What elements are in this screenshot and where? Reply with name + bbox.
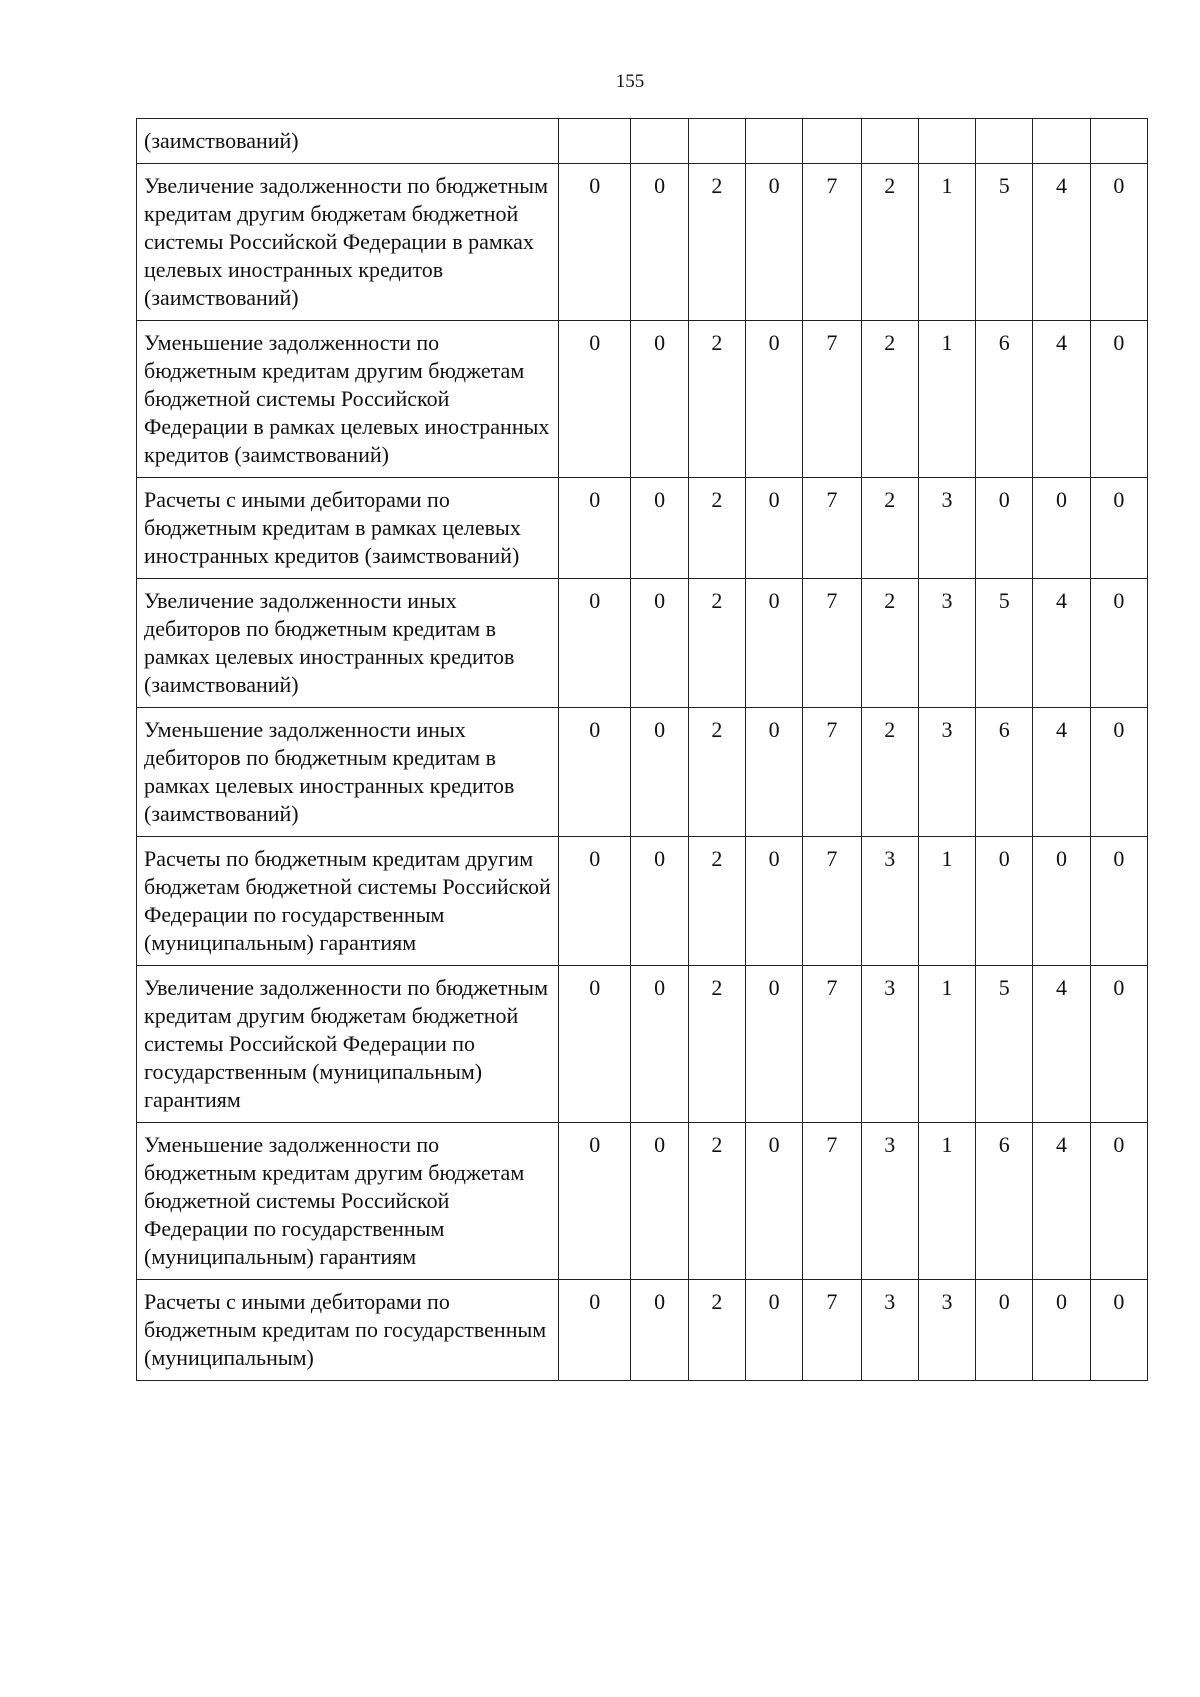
code-digit-cell: 5 xyxy=(976,579,1033,708)
code-digit-cell: 2 xyxy=(688,321,745,478)
code-digit-cell: 1 xyxy=(918,966,975,1123)
table-row xyxy=(137,119,1148,164)
code-digit-cell: 3 xyxy=(918,579,975,708)
code-digit-cell: 0 xyxy=(631,837,688,966)
code-digit-cell: 0 xyxy=(745,1123,802,1280)
code-digit-cell xyxy=(976,119,1033,164)
code-digit-cell: 0 xyxy=(1033,1280,1090,1381)
code-digit-cell: 0 xyxy=(1090,478,1147,579)
code-digit-cell: 2 xyxy=(688,837,745,966)
code-digit-cell: 0 xyxy=(745,164,802,321)
code-digit-cell: 0 xyxy=(631,708,688,837)
code-digit-cell: 0 xyxy=(559,708,631,837)
code-digit-cell: 0 xyxy=(745,966,802,1123)
code-digit-cell: 4 xyxy=(1033,1123,1090,1280)
table-row xyxy=(137,1123,1148,1280)
code-digit-cell: 0 xyxy=(745,478,802,579)
code-digit-cell: 0 xyxy=(976,478,1033,579)
code-digit-cell: 4 xyxy=(1033,966,1090,1123)
code-digit-cell xyxy=(631,119,688,164)
code-digit-cell: 7 xyxy=(803,321,861,478)
row-description: (заимствований) xyxy=(144,128,299,153)
code-digit-cell: 4 xyxy=(1033,708,1090,837)
code-digit-cell: 0 xyxy=(559,837,631,966)
code-digit-cell: 3 xyxy=(918,1280,975,1381)
table-row xyxy=(137,837,1148,966)
code-digit-cell: 2 xyxy=(861,478,918,579)
code-digit-cell: 0 xyxy=(631,966,688,1123)
code-digit-cell: 0 xyxy=(631,478,688,579)
code-digit-cell: 0 xyxy=(1090,1123,1147,1280)
row-description-cell xyxy=(137,1280,559,1381)
row-description: Уменьшение задолженности по бюджетным кредитам другим бюджетам бюджетной системы Российской Федерации по государственным (муниципальным) гарантиям xyxy=(144,1132,525,1269)
code-digit-cell: 0 xyxy=(1033,837,1090,966)
code-digit-cell: 2 xyxy=(688,478,745,579)
code-digit-cell: 1 xyxy=(918,1123,975,1280)
code-digit-cell: 2 xyxy=(688,966,745,1123)
budget-code-table xyxy=(136,118,1148,1381)
code-digit-cell: 0 xyxy=(745,837,802,966)
row-description: Увеличение задолженности иных дебиторов по бюджетным кредитам в рамках целевых иностранных кредитов (заимствований) xyxy=(144,588,515,697)
code-digit-cell: 7 xyxy=(803,837,861,966)
table-row xyxy=(137,164,1148,321)
code-digit-cell: 1 xyxy=(918,837,975,966)
code-digit-cell: 0 xyxy=(1090,1280,1147,1381)
row-description-cell xyxy=(137,1123,559,1280)
code-digit-cell: 3 xyxy=(861,1123,918,1280)
code-digit-cell: 6 xyxy=(976,321,1033,478)
code-digit-cell: 6 xyxy=(976,708,1033,837)
code-digit-cell xyxy=(1033,119,1090,164)
row-description: Расчеты с иными дебиторами по бюджетным кредитам по государственным (муниципальным) xyxy=(144,1289,547,1370)
code-digit-cell xyxy=(688,119,745,164)
code-digit-cell: 0 xyxy=(559,1123,631,1280)
code-digit-cell: 0 xyxy=(976,1280,1033,1381)
code-digit-cell: 2 xyxy=(861,164,918,321)
row-description-cell xyxy=(137,119,559,164)
code-digit-cell: 4 xyxy=(1033,164,1090,321)
row-description-cell xyxy=(137,708,559,837)
row-description-cell xyxy=(137,478,559,579)
code-digit-cell: 0 xyxy=(631,579,688,708)
code-digit-cell xyxy=(861,119,918,164)
code-digit-cell: 0 xyxy=(1090,321,1147,478)
code-digit-cell: 0 xyxy=(1090,966,1147,1123)
code-digit-cell: 3 xyxy=(861,837,918,966)
code-digit-cell: 0 xyxy=(559,966,631,1123)
row-description-cell xyxy=(137,966,559,1123)
code-digit-cell: 2 xyxy=(688,579,745,708)
table-row xyxy=(137,321,1148,478)
code-digit-cell: 1 xyxy=(918,164,975,321)
code-digit-cell: 6 xyxy=(976,1123,1033,1280)
code-digit-cell: 2 xyxy=(861,579,918,708)
code-digit-cell: 0 xyxy=(559,1280,631,1381)
code-digit-cell: 2 xyxy=(688,1123,745,1280)
code-digit-cell: 0 xyxy=(1090,579,1147,708)
table-body xyxy=(137,119,1148,1381)
code-digit-cell: 7 xyxy=(803,1280,861,1381)
row-description: Уменьшение задолженности по бюджетным кредитам другим бюджетам бюджетной системы Российской Федерации в рамках целевых иностранных кредитов (заимствований) xyxy=(144,330,550,467)
row-description-cell xyxy=(137,164,559,321)
code-digit-cell: 4 xyxy=(1033,321,1090,478)
code-digit-cell: 2 xyxy=(861,321,918,478)
code-digit-cell: 4 xyxy=(1033,579,1090,708)
code-digit-cell: 5 xyxy=(976,966,1033,1123)
code-digit-cell: 0 xyxy=(559,478,631,579)
row-description: Увеличение задолженности по бюджетным кредитам другим бюджетам бюджетной системы Российской Федерации в рамках целевых иностранных кредитов (заимствований) xyxy=(144,173,549,310)
code-digit-cell: 7 xyxy=(803,579,861,708)
code-digit-cell: 0 xyxy=(559,164,631,321)
code-digit-cell: 2 xyxy=(688,708,745,837)
code-digit-cell: 2 xyxy=(861,708,918,837)
row-description-cell xyxy=(137,837,559,966)
code-digit-cell: 2 xyxy=(688,164,745,321)
code-digit-cell: 0 xyxy=(1090,164,1147,321)
code-digit-cell: 3 xyxy=(861,966,918,1123)
code-digit-cell: 0 xyxy=(745,1280,802,1381)
table-row xyxy=(137,579,1148,708)
code-digit-cell: 2 xyxy=(688,1280,745,1381)
code-digit-cell: 0 xyxy=(976,837,1033,966)
row-description-cell xyxy=(137,579,559,708)
row-description: Расчеты по бюджетным кредитам другим бюджетам бюджетной системы Российской Федерации по государственным (муниципальным) гарантиям xyxy=(144,846,551,955)
code-digit-cell: 0 xyxy=(559,579,631,708)
code-digit-cell: 0 xyxy=(631,321,688,478)
row-description: Расчеты с иными дебиторами по бюджетным кредитам в рамках целевых иностранных кредитов (заимствований) xyxy=(144,487,521,568)
code-digit-cell: 0 xyxy=(1090,708,1147,837)
code-digit-cell xyxy=(745,119,802,164)
code-digit-cell xyxy=(803,119,861,164)
code-digit-cell: 7 xyxy=(803,966,861,1123)
code-digit-cell: 1 xyxy=(918,321,975,478)
code-digit-cell xyxy=(559,119,631,164)
code-digit-cell: 0 xyxy=(745,321,802,478)
table-row xyxy=(137,708,1148,837)
code-digit-cell: 0 xyxy=(631,1280,688,1381)
code-digit-cell: 7 xyxy=(803,164,861,321)
row-description: Уменьшение задолженности иных дебиторов по бюджетным кредитам в рамках целевых иностранных кредитов (заимствований) xyxy=(144,717,515,826)
code-digit-cell: 3 xyxy=(918,708,975,837)
table-row xyxy=(137,478,1148,579)
row-description: Увеличение задолженности по бюджетным кредитам другим бюджетам бюджетной системы Российской Федерации по государственным (муниципальным) гарантиям xyxy=(144,975,549,1112)
table-row xyxy=(137,1280,1148,1381)
code-digit-cell xyxy=(1090,119,1147,164)
code-digit-cell: 0 xyxy=(745,708,802,837)
page-number: 155 xyxy=(615,71,645,92)
code-digit-cell: 0 xyxy=(745,579,802,708)
table-row xyxy=(137,966,1148,1123)
code-digit-cell: 5 xyxy=(976,164,1033,321)
code-digit-cell: 0 xyxy=(1090,837,1147,966)
code-digit-cell: 7 xyxy=(803,478,861,579)
code-digit-cell: 0 xyxy=(631,1123,688,1280)
row-description-cell xyxy=(137,321,559,478)
code-digit-cell: 0 xyxy=(1033,478,1090,579)
code-digit-cell: 3 xyxy=(861,1280,918,1381)
code-digit-cell: 0 xyxy=(559,321,631,478)
code-digit-cell: 3 xyxy=(918,478,975,579)
code-digit-cell: 7 xyxy=(803,1123,861,1280)
code-digit-cell: 7 xyxy=(803,708,861,837)
code-digit-cell xyxy=(918,119,975,164)
code-digit-cell: 0 xyxy=(631,164,688,321)
